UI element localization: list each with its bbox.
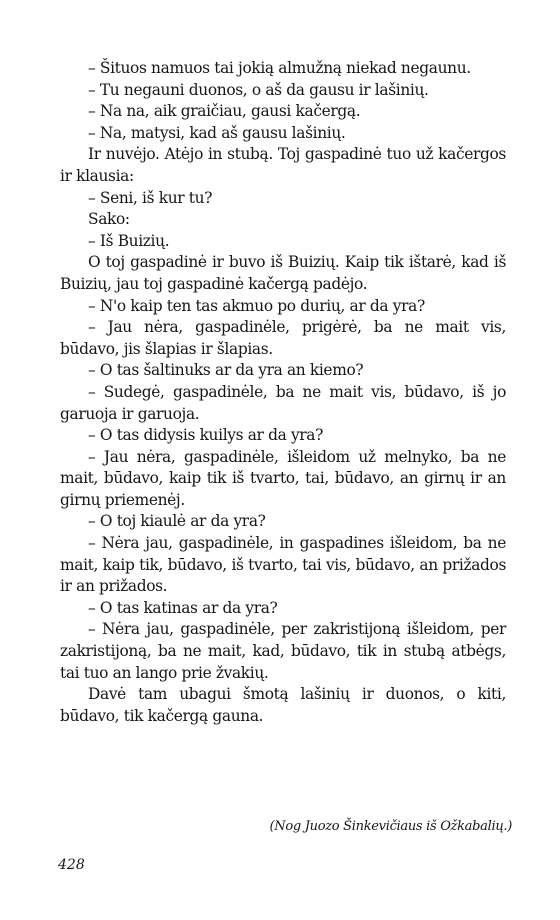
- paragraph: O toj gaspadinė ir buvo iš Buizių. Kaip tik ištarė, kad iš Buizių, jau toj gaspadinė kačergą padėjo.: [60, 253, 506, 293]
- paragraph: – O tas šaltinuks ar da yra an kiemo?: [88, 361, 364, 380]
- paragraph: – O tas katinas ar da yra?: [88, 598, 278, 617]
- paragraph: – Šituos namuos tai jokią almužną niekad negaunu.: [88, 59, 471, 77]
- story-text: [60, 58, 506, 727]
- paragraph: – Tu negauni duonos, o aš da gausu ir lašinių.: [88, 80, 429, 99]
- paragraph: Davė tam ubagui šmotą lašinių ir duonos, o kiti, būdavo, tik kačergą gauna.: [60, 685, 506, 725]
- paragraph: – Jau nėra, gaspadinėle, prigėrė, ba ne mait vis, būdavo, jis šlapias ir šlapias.: [60, 318, 506, 358]
- paragraph: Ir nuvėjo. Atėjo in stubą. Toj gaspadinė tuo už kačergos ir klausia:: [60, 145, 506, 185]
- paragraph: Sako:: [88, 210, 130, 229]
- source-attribution: (Nog Juozo Šinkevičiaus iš Ožkabalių.): [269, 819, 512, 834]
- paragraph: – N'o kaip ten tas akmuo po durių, ar da yra?: [88, 296, 425, 315]
- paragraph: – Na na, aik graičiau, gausi kačergą.: [88, 102, 361, 121]
- paragraph: – Iš Buizių.: [88, 231, 170, 250]
- paragraph: – Jau nėra, gaspadinėle, išleidom už melnyko, ba ne mait, būdavo, kaip tik iš tvarto, tai, būdavo, an girnų ir an girnų priemenėj.: [60, 447, 506, 509]
- paragraph: – Na, matysi, kad aš gausu lašinių.: [88, 123, 346, 142]
- paragraph: – Nėra jau, gaspadinėle, in gaspadines išleidom, ba ne mait, kaip tik, būdavo, iš tvarto, tai vis, būdavo, an prižados ir an prižados.: [60, 534, 506, 596]
- page-number: 428: [58, 857, 85, 873]
- paragraph: – Seni, iš kur tu?: [88, 188, 213, 207]
- paragraph: – O tas didysis kuilys ar da yra?: [88, 426, 324, 445]
- paragraph: – O toj kiaulė ar da yra?: [88, 512, 266, 531]
- paragraph: – Sudegė, gaspadinėle, ba ne mait vis, būdavo, iš jo garuoja ir garuoja.: [60, 382, 506, 423]
- paragraph: – Nėra jau, gaspadinėle, per zakristijoną išleidom, per zakristijoną, ba ne mait, kad, būdavo, tik in stubą atbėgs, tai tuo an lango prie žvakių.: [60, 620, 506, 682]
